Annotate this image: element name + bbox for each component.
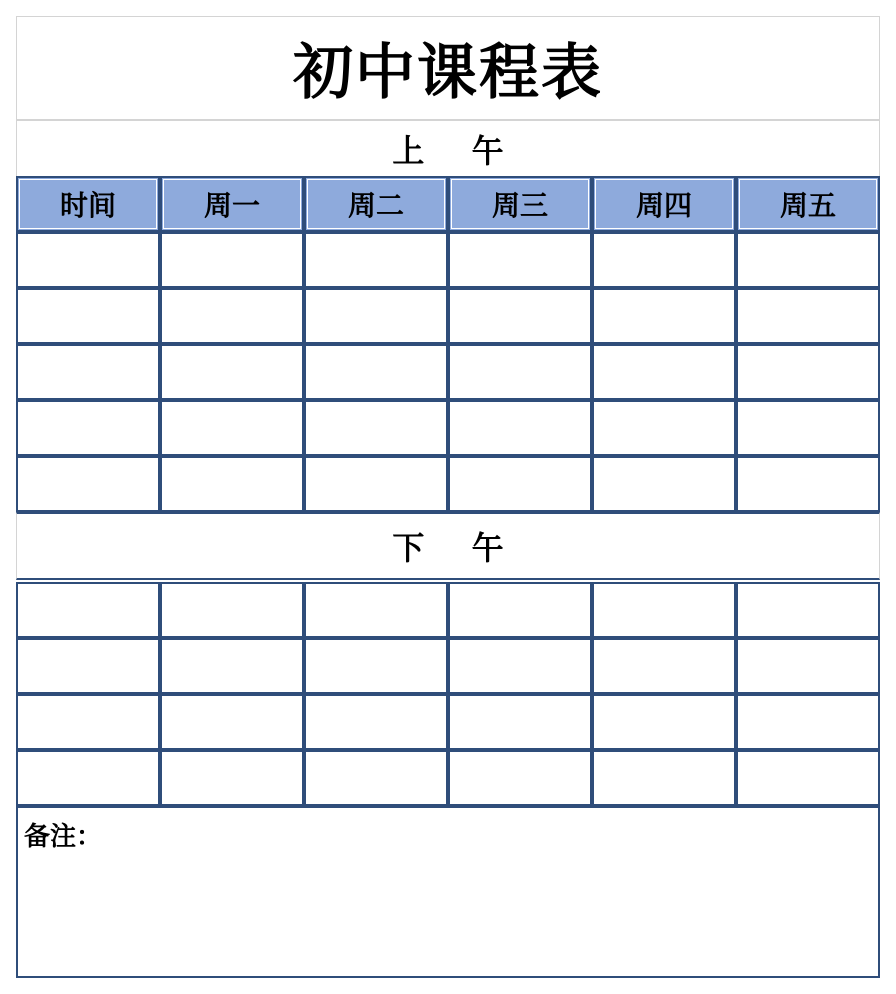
table-cell[interactable] — [736, 344, 880, 400]
table-cell[interactable] — [592, 638, 736, 694]
table-cell[interactable] — [448, 750, 592, 806]
table-cell[interactable] — [736, 638, 880, 694]
table-cell[interactable] — [160, 694, 304, 750]
table-cell[interactable] — [160, 456, 304, 512]
header-friday: 周五 — [736, 176, 880, 232]
table-cell[interactable] — [304, 288, 448, 344]
table-cell[interactable] — [304, 638, 448, 694]
table-cell[interactable] — [16, 638, 160, 694]
table-cell[interactable] — [304, 344, 448, 400]
table-cell[interactable] — [448, 344, 592, 400]
morning-row — [16, 288, 880, 344]
morning-row — [16, 400, 880, 456]
header-tuesday: 周二 — [304, 176, 448, 232]
morning-row — [16, 344, 880, 400]
table-cell[interactable] — [16, 288, 160, 344]
table-cell[interactable] — [16, 750, 160, 806]
table-cell[interactable] — [448, 694, 592, 750]
table-cell[interactable] — [736, 456, 880, 512]
table-cell[interactable] — [592, 232, 736, 288]
table-cell[interactable] — [304, 750, 448, 806]
table-cell[interactable] — [160, 582, 304, 638]
table-cell[interactable] — [304, 582, 448, 638]
table-cell[interactable] — [592, 456, 736, 512]
table-cell[interactable] — [448, 400, 592, 456]
table-cell[interactable] — [304, 694, 448, 750]
afternoon-row — [16, 750, 880, 806]
afternoon-section-header — [16, 512, 880, 580]
table-cell[interactable] — [448, 638, 592, 694]
notes-box[interactable] — [16, 806, 880, 978]
morning-section-header — [16, 120, 880, 176]
afternoon-row — [16, 694, 880, 750]
table-cell[interactable] — [160, 750, 304, 806]
table-cell[interactable] — [16, 232, 160, 288]
schedule-title: 初中课程表 — [293, 38, 603, 108]
header-wednesday: 周三 — [448, 176, 592, 232]
table-cell[interactable] — [16, 400, 160, 456]
schedule-title-box — [16, 16, 880, 120]
header-thursday: 周四 — [592, 176, 736, 232]
table-cell[interactable] — [592, 288, 736, 344]
table-cell[interactable] — [16, 456, 160, 512]
notes-label: 备注： — [24, 822, 103, 852]
weekday-header-row — [16, 176, 880, 232]
table-cell[interactable] — [16, 582, 160, 638]
table-cell[interactable] — [592, 344, 736, 400]
table-cell[interactable] — [304, 232, 448, 288]
table-cell[interactable] — [448, 288, 592, 344]
table-cell[interactable] — [592, 582, 736, 638]
table-cell[interactable] — [736, 232, 880, 288]
table-cell[interactable] — [16, 344, 160, 400]
table-cell[interactable] — [160, 638, 304, 694]
table-cell[interactable] — [160, 400, 304, 456]
afternoon-label: 下 午 — [392, 529, 522, 567]
table-cell[interactable] — [736, 582, 880, 638]
table-cell[interactable] — [16, 694, 160, 750]
table-cell[interactable] — [160, 344, 304, 400]
table-cell[interactable] — [592, 750, 736, 806]
morning-row — [16, 456, 880, 512]
afternoon-row — [16, 638, 880, 694]
table-cell[interactable] — [448, 582, 592, 638]
table-cell[interactable] — [160, 288, 304, 344]
morning-row — [16, 232, 880, 288]
table-cell[interactable] — [448, 232, 592, 288]
table-cell[interactable] — [736, 694, 880, 750]
morning-grid — [16, 232, 880, 512]
table-cell[interactable] — [736, 750, 880, 806]
table-cell[interactable] — [448, 456, 592, 512]
table-cell[interactable] — [304, 400, 448, 456]
table-cell[interactable] — [592, 694, 736, 750]
morning-label: 上 午 — [392, 131, 522, 170]
table-cell[interactable] — [304, 456, 448, 512]
afternoon-row — [16, 582, 880, 638]
header-monday: 周一 — [160, 176, 304, 232]
header-time: 时间 — [16, 176, 160, 232]
afternoon-grid — [16, 582, 880, 806]
table-cell[interactable] — [160, 232, 304, 288]
table-cell[interactable] — [736, 400, 880, 456]
table-cell[interactable] — [592, 400, 736, 456]
table-cell[interactable] — [736, 288, 880, 344]
